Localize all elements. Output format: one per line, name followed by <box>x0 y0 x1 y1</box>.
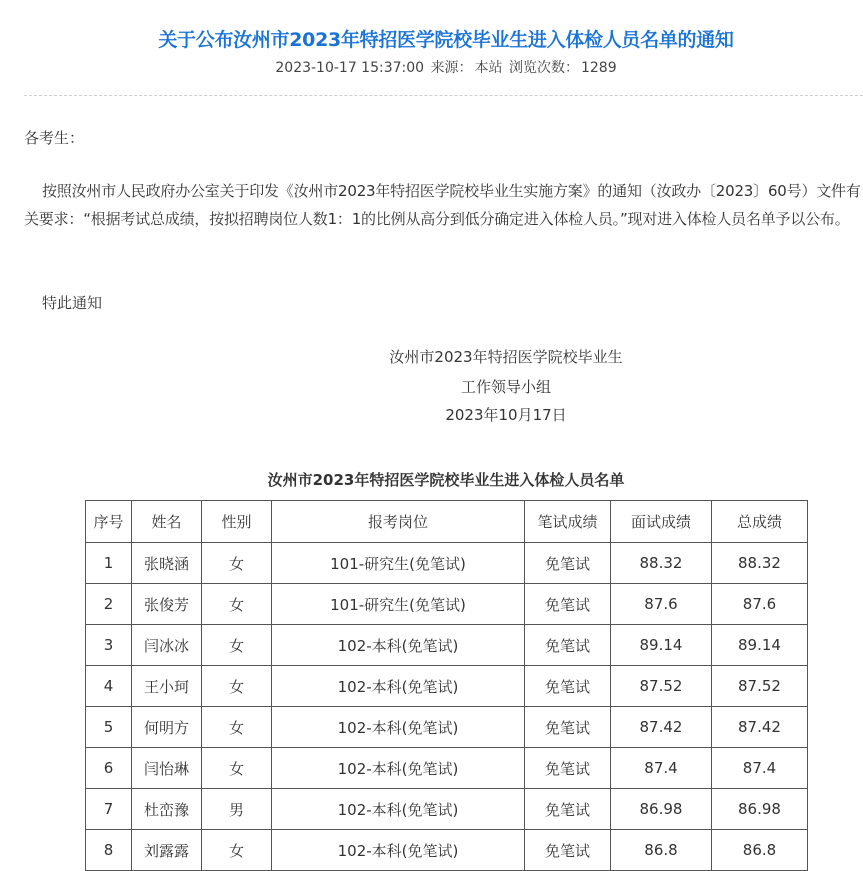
cell-index: 2 <box>86 584 132 625</box>
cell-gender: 女 <box>202 666 272 707</box>
cell-index: 4 <box>86 666 132 707</box>
cell-total-score: 87.4 <box>712 748 808 789</box>
cell-name: 王小珂 <box>132 666 202 707</box>
header-gender: 性别 <box>202 501 272 543</box>
cell-name: 杜峦豫 <box>132 789 202 830</box>
header-name: 姓名 <box>132 501 202 543</box>
cell-interview-score: 87.6 <box>611 584 712 625</box>
cell-index: 6 <box>86 748 132 789</box>
article-title: 关于公布汝州市2023年特招医学院校毕业生进入体检人员名单的通知 <box>158 28 734 51</box>
source-label: 来源： <box>430 60 473 76</box>
cell-written-score: 免笔试 <box>525 707 611 748</box>
notice-text: 特此通知 <box>42 294 103 312</box>
table-row <box>86 666 808 707</box>
candidate-table <box>85 500 808 871</box>
cell-total-score: 89.14 <box>712 625 808 666</box>
signature-date: 2023年10月17日 <box>445 406 567 424</box>
cell-gender: 女 <box>202 830 272 871</box>
cell-written-score: 免笔试 <box>525 666 611 707</box>
table-row <box>86 543 808 584</box>
cell-written-score: 免笔试 <box>525 748 611 789</box>
cell-position: 102-本科(免笔试) <box>272 789 525 830</box>
body-paragraph: 按照汝州市人民政府办公室关于印发《汝州市2023年特招医学院校毕业生实施方案》的通知（汝政办〔2023〕60号）文件有关要求：“根据考试总成绩，按拟招聘岗位人数1：1的比例从高分到低分确定进入体检人员。”现对进入体检人员名单予以公布。 <box>24 182 861 228</box>
signature-group: 工作领导小组 <box>460 378 551 396</box>
cell-index: 1 <box>86 543 132 584</box>
greeting: 各考生： <box>24 129 85 147</box>
article-meta <box>0 57 863 77</box>
cell-position: 101-研究生(免笔试) <box>272 543 525 584</box>
cell-written-score: 免笔试 <box>525 830 611 871</box>
cell-interview-score: 88.32 <box>611 543 712 584</box>
views-count: 1289 <box>580 60 617 76</box>
cell-gender: 女 <box>202 584 272 625</box>
cell-gender: 女 <box>202 625 272 666</box>
cell-position: 102-本科(免笔试) <box>272 625 525 666</box>
signature-org: 汝州市2023年特招医学院校毕业生 <box>389 348 623 366</box>
cell-total-score: 86.98 <box>712 789 808 830</box>
source-value: 本站 <box>474 60 503 76</box>
cell-written-score: 免笔试 <box>525 625 611 666</box>
cell-interview-score: 86.8 <box>611 830 712 871</box>
cell-interview-score: 87.42 <box>611 707 712 748</box>
header-total-score: 总成绩 <box>712 501 808 543</box>
cell-position: 102-本科(免笔试) <box>272 830 525 871</box>
cell-position: 102-本科(免笔试) <box>272 707 525 748</box>
table-body <box>86 543 808 871</box>
cell-gender: 男 <box>202 789 272 830</box>
table-header-row <box>86 501 808 543</box>
header-written-score: 笔试成绩 <box>525 501 611 543</box>
cell-gender: 女 <box>202 707 272 748</box>
cell-written-score: 免笔试 <box>525 584 611 625</box>
publish-datetime: 2023-10-17 15:37:00 <box>275 60 425 76</box>
cell-gender: 女 <box>202 543 272 584</box>
header-position: 报考岗位 <box>272 501 525 543</box>
table-row <box>86 584 808 625</box>
cell-total-score: 87.6 <box>712 584 808 625</box>
cell-position: 101-研究生(免笔试) <box>272 584 525 625</box>
cell-interview-score: 87.52 <box>611 666 712 707</box>
table-row <box>86 625 808 666</box>
cell-total-score: 87.42 <box>712 707 808 748</box>
cell-name: 闫怡琳 <box>132 748 202 789</box>
table-row <box>86 707 808 748</box>
cell-index: 5 <box>86 707 132 748</box>
cell-index: 8 <box>86 830 132 871</box>
header-index: 序号 <box>86 501 132 543</box>
cell-position: 102-本科(免笔试) <box>272 666 525 707</box>
table-row <box>86 830 808 871</box>
cell-gender: 女 <box>202 748 272 789</box>
cell-name: 何明方 <box>132 707 202 748</box>
cell-total-score: 86.8 <box>712 830 808 871</box>
cell-interview-score: 86.98 <box>611 789 712 830</box>
cell-total-score: 88.32 <box>712 543 808 584</box>
views-label: 浏览次数： <box>508 60 579 76</box>
cell-name: 闫冰冰 <box>132 625 202 666</box>
cell-written-score: 免笔试 <box>525 789 611 830</box>
cell-name: 张俊芳 <box>132 584 202 625</box>
cell-name: 刘露露 <box>132 830 202 871</box>
cell-index: 7 <box>86 789 132 830</box>
title-divider <box>24 95 863 96</box>
cell-index: 3 <box>86 625 132 666</box>
cell-interview-score: 89.14 <box>611 625 712 666</box>
table-row <box>86 748 808 789</box>
cell-written-score: 免笔试 <box>525 543 611 584</box>
table-row <box>86 789 808 830</box>
cell-name: 张晓涵 <box>132 543 202 584</box>
cell-interview-score: 87.4 <box>611 748 712 789</box>
cell-total-score: 87.52 <box>712 666 808 707</box>
table-title: 汝州市2023年特招医学院校毕业生进入体检人员名单 <box>267 471 625 489</box>
cell-position: 102-本科(免笔试) <box>272 748 525 789</box>
header-interview-score: 面试成绩 <box>611 501 712 543</box>
